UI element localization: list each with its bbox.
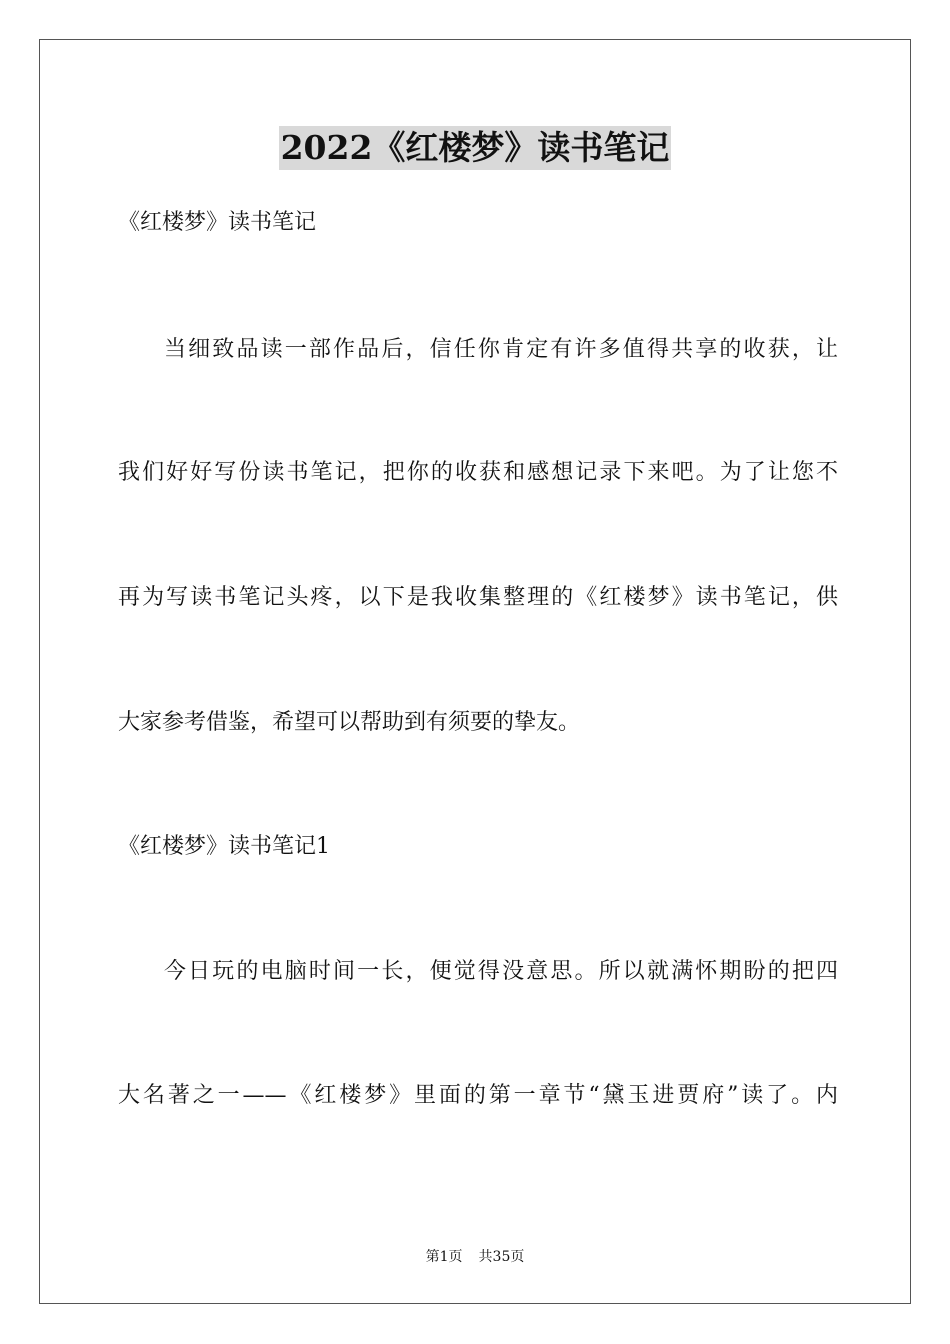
- page-footer: [0, 1248, 950, 1266]
- page-total: 共35页: [478, 1249, 525, 1265]
- paragraph-line: 今日玩的电脑时间一长，便觉得没意思。所以就满怀期盼的把四: [164, 959, 838, 984]
- page-number: 第1页: [425, 1249, 463, 1265]
- paragraph-line: 大名著之一——《红楼梦》里面的第一章节“黛玉进贾府”读了。内: [118, 1083, 838, 1108]
- paragraph-line: 我们好好写份读书笔记，把你的收获和感想记录下来吧。为了让您不: [118, 460, 838, 485]
- paragraph-line: 当细致品读一部作品后，信任你肯定有许多值得共享的收获，让: [164, 337, 838, 362]
- title-container: [0, 126, 950, 170]
- paragraph-line: 大家参考借鉴，希望可以帮助到有须要的挚友。: [118, 710, 581, 735]
- paragraph-line: 再为写读书笔记头疼，以下是我收集整理的《红楼梦》读书笔记，供: [118, 585, 838, 610]
- document-title: 2022《红楼梦》读书笔记: [279, 126, 672, 170]
- subtitle-line: 《红楼梦》读书笔记: [118, 210, 317, 235]
- section-heading: 《红楼梦》读书笔记1: [118, 834, 330, 859]
